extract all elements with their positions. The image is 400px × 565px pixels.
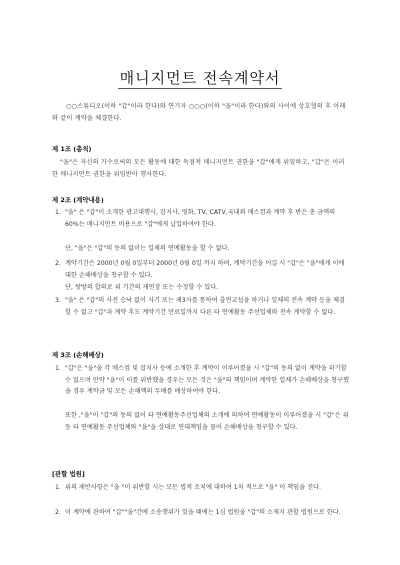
- document-title: [0, 67, 400, 88]
- article3-heading: 제 3조 (손해배상): [52, 351, 104, 359]
- item-text: 계약기간은 2000년 0월 0일부터 2000년 0월 0일 까지 하며, 계약기간을 어길 시 "갑"은 "을"에게 이에 대한 손해배상을 청구할 수 있다.: [65, 260, 345, 279]
- intro-paragraph: ○○스튜디오(이하 "갑"이라 한다)와 연기자 ○○○(이하 "을"이라 한다)와의 사이에 상호협의 후 아래와 같이 계약을 체결한다.: [52, 103, 346, 122]
- item-number: 1.: [55, 365, 61, 372]
- item-number: [55, 410, 65, 433]
- court-item-2: [55, 507, 350, 519]
- item-number: 1.: [55, 484, 61, 491]
- item-text: "을" 은 "갑"의 사전 승낙 없이 자기 또는 제3자를 통하여 출연교섭을 하거나 일체의 전속 계약 등을 체결할 수 없고 "갑"과 계약 후도 계약기간 만료일까지 다른 타 연예활동 주선업체와 전속 계약할 수 없다.: [65, 297, 345, 316]
- item-number: [55, 282, 65, 294]
- item-number: 1.: [55, 209, 61, 216]
- court-item-1: [55, 482, 350, 494]
- item-text: 또한 ,"을"이 "갑"의 동의 없이 타 연예활동주선업체의 소개에 의하여 연예활동이 이루어졌을 시 "갑"은 위 동 타 연예활동 주선업체와 "을"을 상대로 연대책임을 물어 손해배상을 청구할 수 있다.: [65, 412, 349, 431]
- item-text: 위의 제반사항은 "을 "이 위반할 시는 모든 법적 조치에 대하여 1차 적으로 "을" 이 책임을 진다.: [65, 484, 321, 491]
- court-heading: [관할 법원]: [52, 470, 85, 478]
- item-number: 2.: [55, 509, 61, 516]
- item-text: 이 계약에 관하여 "갑""을"간에 소송행위가 있을 때에는 1심 법원을 "갑"의 소재지 관할 법원으로 한다.: [65, 509, 341, 516]
- article3-item-1: [55, 363, 350, 398]
- article1-text: "을"은 자신의 가수로써의 모든 활동에 대한 독점적 매니지먼트 권한을 "갑"에게 위임하고, "갑"은 이러한 매니지먼트 권한을 위임받아 행사한다.: [52, 159, 345, 178]
- article2-heading: 제 2조 (계약내용): [52, 196, 104, 204]
- item-number: 3.: [55, 297, 61, 304]
- article2-item-2: [55, 258, 350, 281]
- article2-item-2-note: [55, 282, 350, 294]
- item-text: 단, "을"은 "갑"의 동의 없이는 일체의 연예활동을 할 수 없다.: [65, 245, 230, 252]
- article2-item-1-note: [55, 243, 350, 255]
- article3-item-1-note: [55, 410, 350, 433]
- article1-heading: 제 1조 (총칙): [52, 145, 92, 153]
- item-text: 단, 쌍방의 합의로 위 기간의 재연장 또는 수정할 수 있다.: [65, 284, 219, 291]
- article2-item-3: [55, 295, 350, 318]
- item-number: 2.: [55, 260, 61, 267]
- item-text: "갑"은 "을"을 각 매스컴 및 잡지사 등에 소개한 후 계약이 이루어졌을 시 "갑"의 동의 없이 계약을 파기할 수 없으며 만약 "을"이 이를 위반했을 경우는 모든 것은 "을"의 책임이며 계약한 업체가 손해배상을 청구했을 경우 계약금 및 모든 손해액의 두배를 배상하여야 한다.: [65, 365, 349, 396]
- article2-item-1: [55, 207, 350, 230]
- title-text: 매니지먼트 전속계약서: [119, 69, 281, 87]
- item-number: [55, 243, 65, 255]
- item-text: "을" 은 "갑"이 소개한 광고대행사, 잡지사, 영화, TV, CATV,국내외 매스컴과 계약 후 받은 총 금액의 60%는 매니지먼트 비용으로 "갑"에게 납입하여야 한다.: [65, 209, 336, 228]
